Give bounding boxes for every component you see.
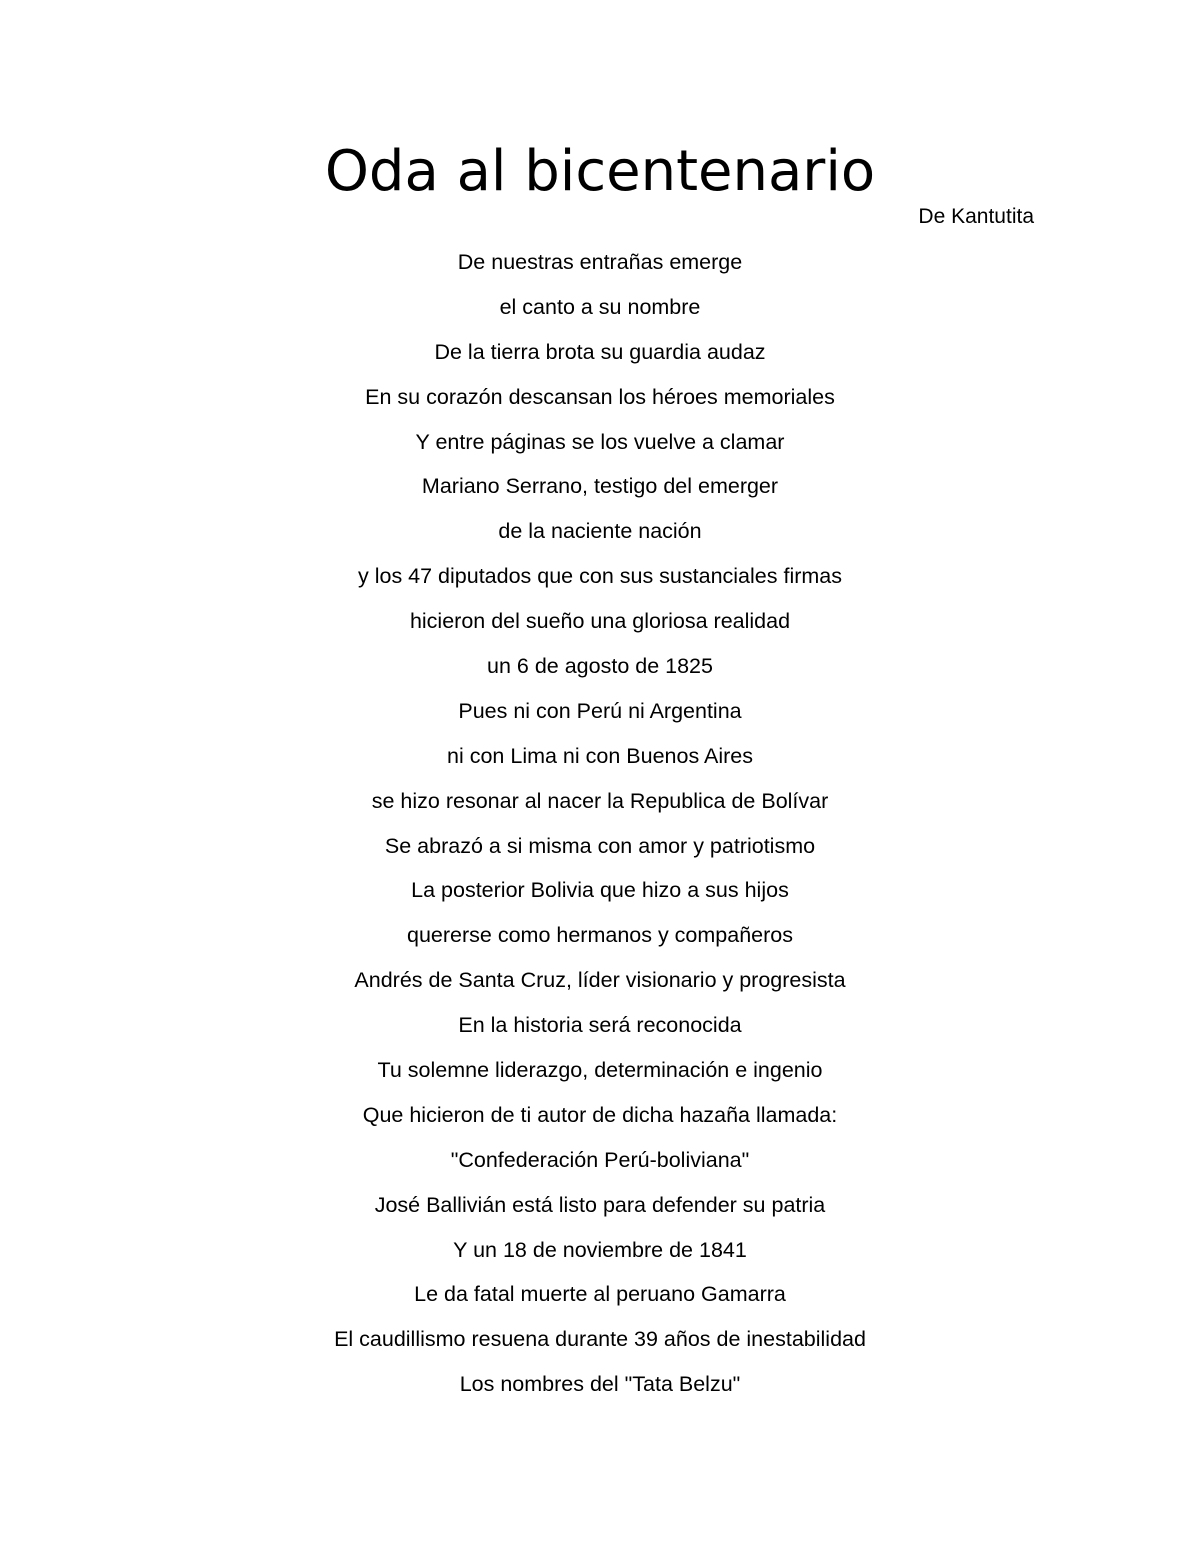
poem-line: Tu solemne liderazgo, determinación e ingenio [377, 1058, 823, 1083]
poem-line: Se abrazó a si misma con amor y patriotismo [384, 833, 816, 858]
poem-line: y los 47 diputados que con sus sustanciales firmas [357, 564, 842, 589]
poem-line: En su corazón descansan los héroes memoriales [365, 384, 835, 409]
poem-line: Le da fatal muerte al peruano Gamarra [414, 1282, 786, 1307]
poem-line: Los nombres del "Tata Belzu" [459, 1372, 741, 1397]
poem-line: Pues ni con Perú ni Argentina [458, 698, 742, 723]
poem-line: De la tierra brota su guardia audaz [434, 339, 766, 364]
poem-line: Y entre páginas se los vuelve a clamar [415, 429, 785, 454]
poem-line: En la historia será reconocida [458, 1013, 742, 1038]
poem-line: De nuestras entrañas emerge [457, 250, 743, 274]
poem-line: José Ballivián está listo para defender su patria [374, 1192, 826, 1217]
poem-line: el canto a su nombre [499, 294, 701, 319]
poem-line: Que hicieron de ti autor de dicha hazaña llamada: [362, 1102, 838, 1127]
poem-body [0, 247, 1200, 1414]
poem-title: Oda al bicentenario [324, 139, 876, 204]
poem-line: Andrés de Santa Cruz, líder visionario y progresista [354, 968, 846, 993]
poem-line: se hizo resonar al nacer la Republica de Bolívar [371, 788, 829, 813]
poem-line: ni con Lima ni con Buenos Aires [447, 743, 753, 768]
poem-line: hicieron del sueño una gloriosa realidad [409, 609, 791, 634]
poem-line: La posterior Bolivia que hizo a sus hijos [411, 878, 789, 903]
poem-line: Mariano Serrano, testigo del emerger [421, 474, 779, 499]
poem-line: Y un 18 de noviembre de 1841 [453, 1237, 747, 1262]
poem-author: De Kantutita [918, 205, 1034, 228]
poem-line: quererse como hermanos y compañeros [407, 923, 793, 948]
poem-line: El caudillismo resuena durante 39 años de inestabilidad [334, 1327, 866, 1352]
poem-line: un 6 de agosto de 1825 [487, 654, 713, 679]
poem-line: "Confederación Perú-boliviana" [450, 1147, 750, 1172]
poem-line: de la naciente nación [498, 519, 702, 544]
